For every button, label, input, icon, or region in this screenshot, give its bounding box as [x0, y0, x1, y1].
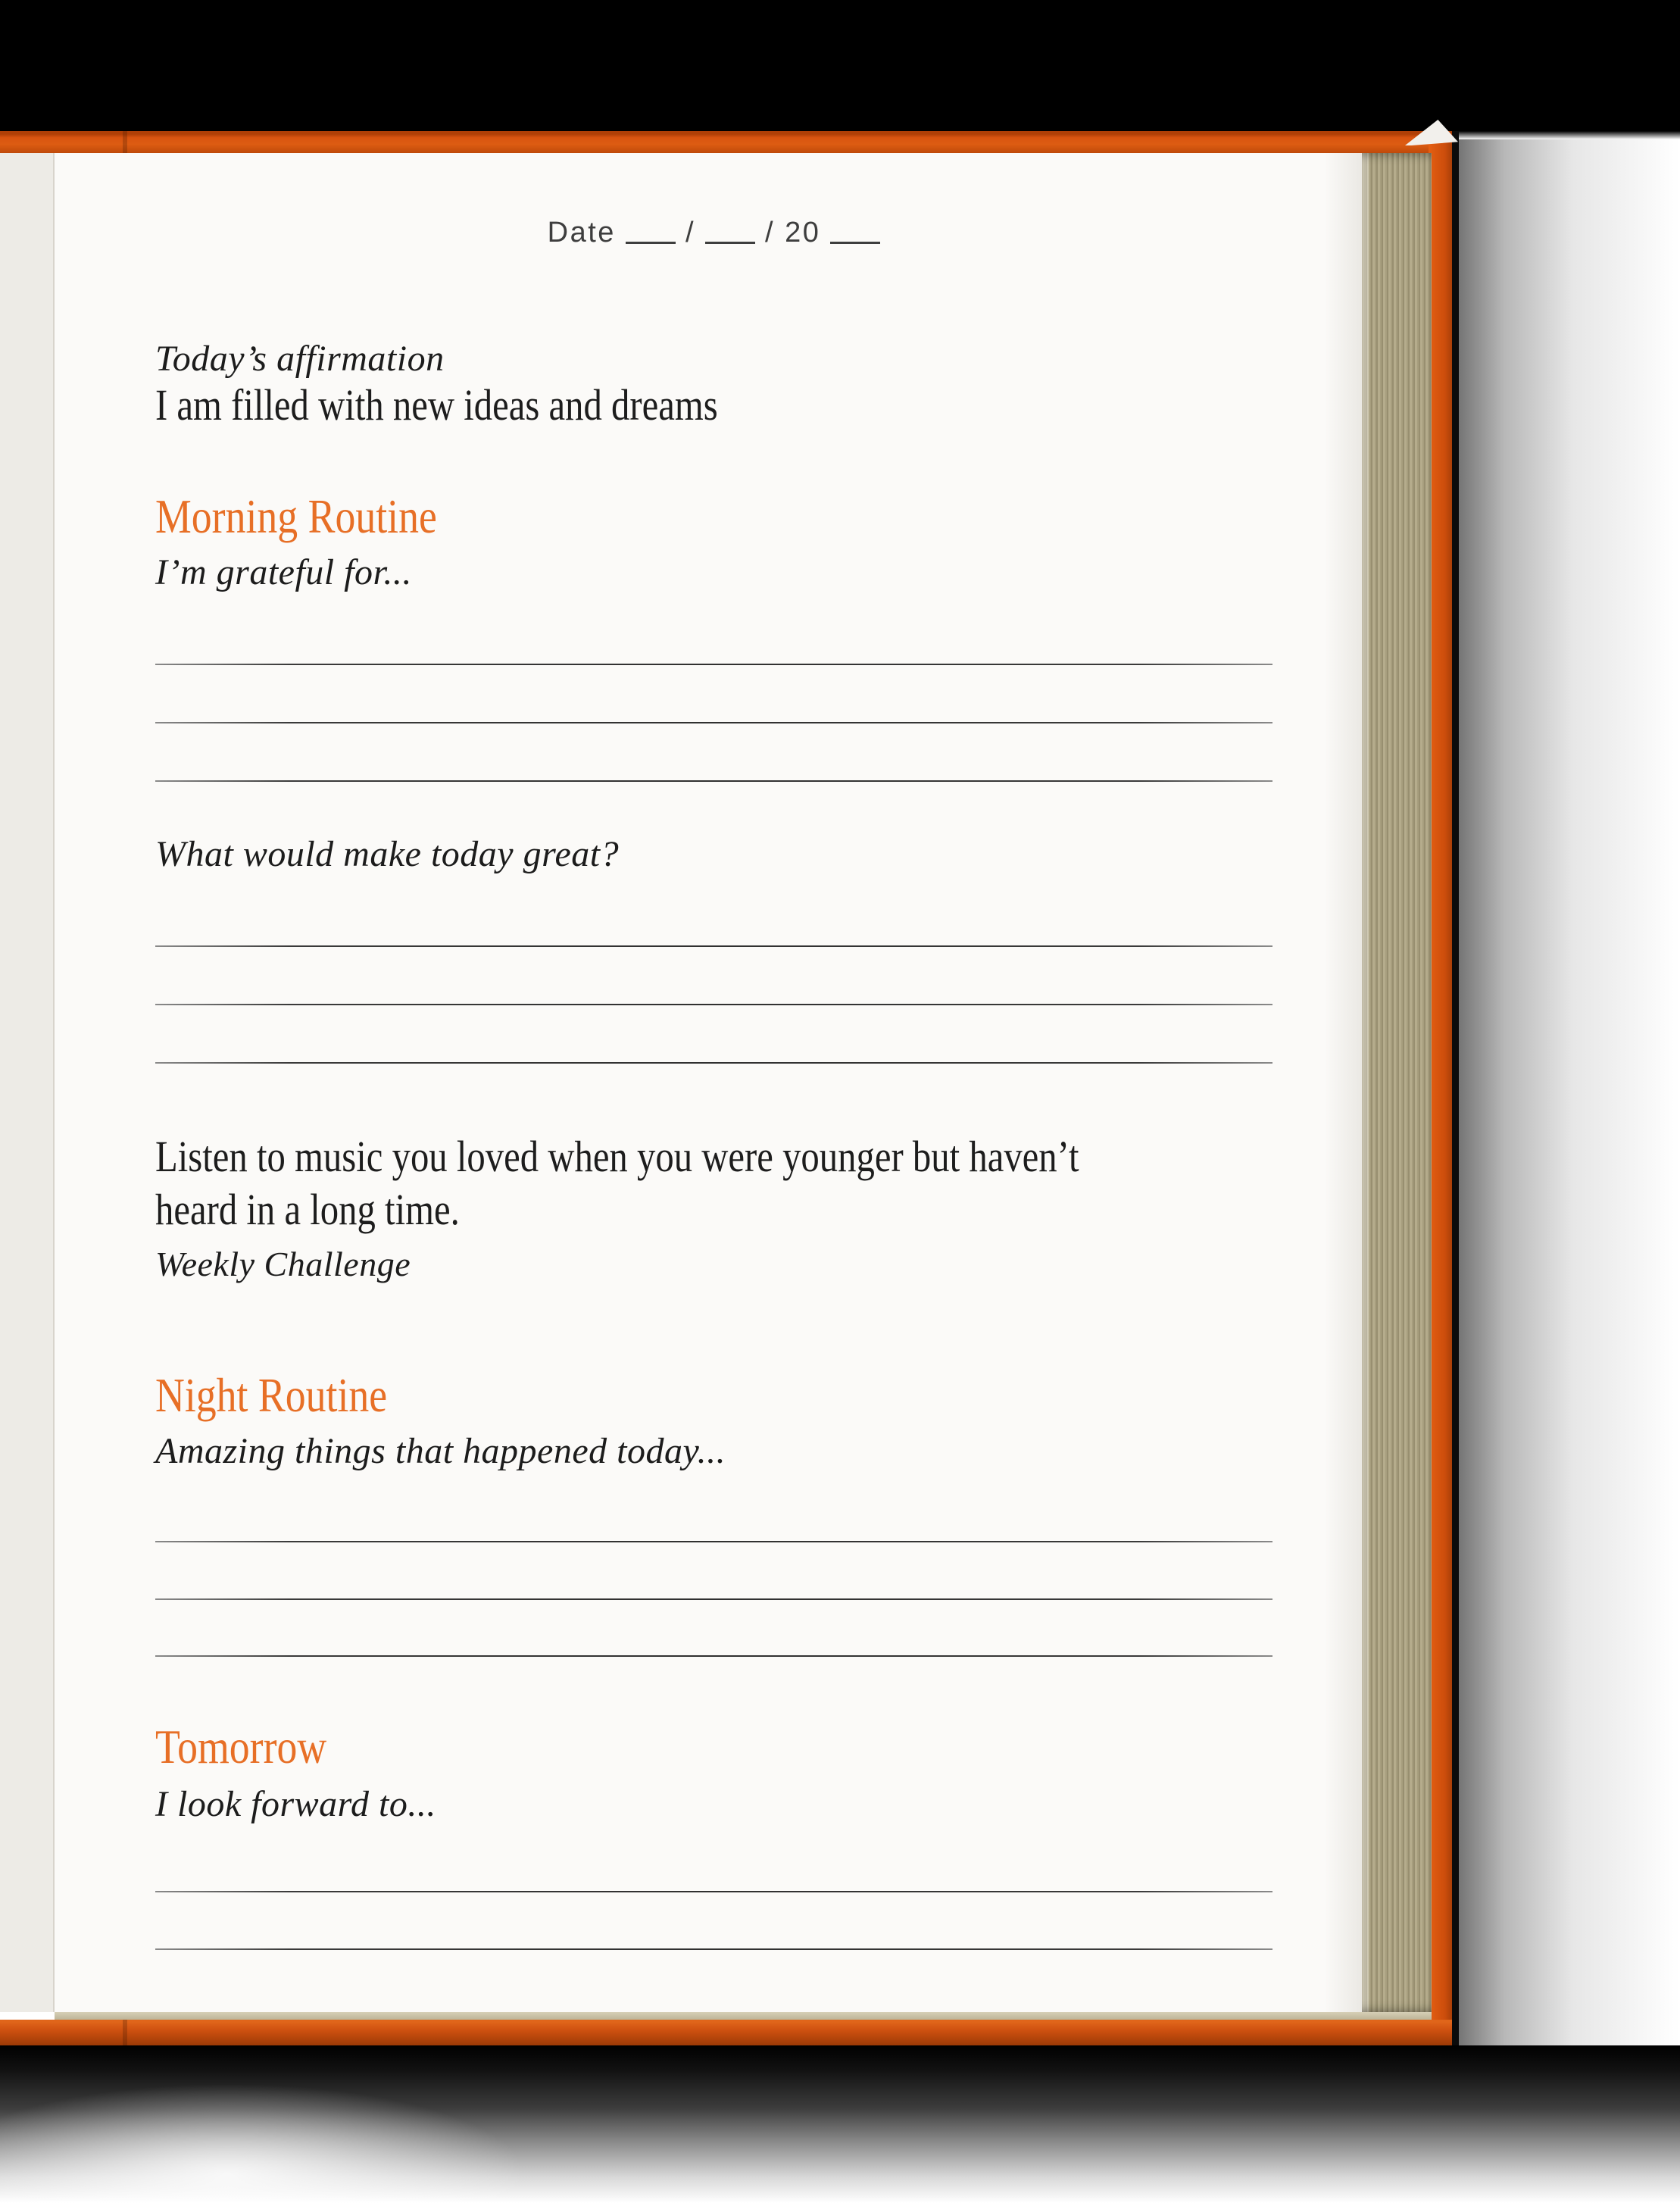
weekly-challenge-text: Listen to music you loved when you were younger but haven’t heard in a long time.	[155, 1132, 1079, 1234]
book-edge-shadow-line	[1452, 131, 1459, 2045]
left-page-edge	[0, 153, 55, 2012]
date-header	[155, 218, 1272, 247]
book-cover-bottom-edge	[0, 2020, 1452, 2045]
affirmation-text: I am filled with new ideas and dreams	[155, 380, 718, 430]
ruled-line	[155, 1891, 1272, 1892]
book-cover-top-edge	[0, 131, 1452, 153]
date-month-blank	[705, 242, 755, 244]
page-stack-edge	[1362, 153, 1432, 2012]
ruled-line	[155, 1004, 1272, 1005]
date-slash-2: /	[765, 217, 776, 248]
ruled-line	[155, 1948, 1272, 1950]
journal-page	[55, 153, 1362, 2012]
morning-routine-heading: Morning Routine	[155, 489, 437, 543]
ruled-line	[155, 664, 1272, 665]
ruled-line	[155, 1655, 1272, 1657]
ruled-line	[155, 945, 1272, 947]
date-day-blank	[626, 242, 676, 244]
night-routine-heading: Night Routine	[155, 1368, 388, 1422]
book-cover-right-edge	[1429, 131, 1452, 2045]
ruled-line	[155, 780, 1272, 782]
background-top-black	[0, 0, 1680, 139]
great-day-prompt: What would make today great?	[155, 834, 620, 874]
page-bottom-edge	[55, 2012, 1432, 2020]
tomorrow-heading: Tomorrow	[155, 1720, 327, 1773]
ruled-line	[155, 722, 1272, 723]
background-right-shadow	[1459, 139, 1680, 2045]
weekly-challenge-label: Weekly Challenge	[155, 1245, 411, 1283]
gratitude-prompt: I’m grateful for...	[155, 552, 412, 592]
date-label: Date	[547, 217, 616, 248]
affirmation-label: Today’s affirmation	[155, 339, 445, 379]
date-slash-1: /	[685, 217, 695, 248]
background-bottom-shadow	[0, 2045, 1680, 2203]
ruled-line	[155, 1062, 1272, 1064]
amazing-things-prompt: Amazing things that happened today...	[155, 1431, 726, 1471]
date-century: 20	[785, 217, 821, 248]
date-year-blank	[830, 242, 880, 244]
ruled-line	[155, 1598, 1272, 1600]
ruled-line	[155, 1541, 1272, 1542]
look-forward-prompt: I look forward to...	[155, 1784, 436, 1824]
